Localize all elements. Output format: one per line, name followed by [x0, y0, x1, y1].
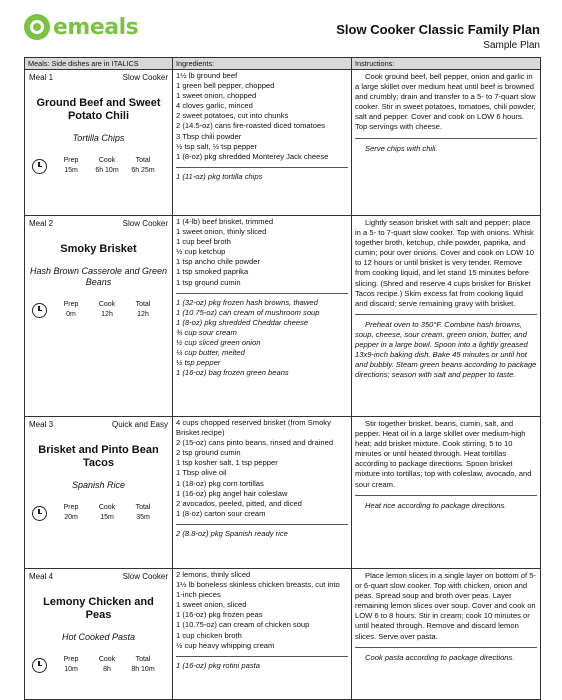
ingredient-item: 2 avocados, peeled, pitted, and diced — [176, 498, 302, 508]
instructions-cell — [352, 417, 541, 569]
side-instructions-text: Preheat oven to 350°F. Combine hash browns, soup, cheese, sour cream, green onion, butter, and pepper in a large bowl. Spoon into a lightly greased 13x9-inch baking dish. Bake 45 minutes or until hot and bubbly. Steam green beans according to package directions; season with salt and pepper to taste. — [355, 314, 537, 381]
meal-plan-table — [24, 57, 541, 700]
ingredient-item: 1 Tbsp olive oil — [176, 468, 227, 478]
ingredient-item: 1 sweet onion, chopped — [176, 91, 257, 101]
ingredient-item: 1 (4-lb) beef brisket, trimmed — [176, 217, 274, 226]
meal-category: Slow Cooker — [122, 572, 168, 581]
meal-label: Meal 4 — [29, 572, 54, 581]
page-header — [24, 10, 540, 56]
ingredient-list — [176, 217, 348, 288]
ingredient-item: ½ tsp salt, ½ tsp pepper — [176, 141, 258, 151]
ingredient-item: 1 tsp kosher salt, 1 tsp pepper — [176, 458, 278, 468]
ingredient-item: 2 (15-oz) cans pinto beans, rinsed and drained — [176, 438, 334, 448]
ingredients-cell — [173, 569, 352, 700]
side-instructions-text: Heat rice according to package directions. — [355, 495, 537, 511]
plan-title: Slow Cooker Classic Family Plan — [336, 22, 540, 37]
ingredient-list — [176, 418, 348, 519]
instructions-text: Place lemon slices in a single layer on bottom of 5- or 6-quart slow cooker. Top with chicken, onion and peas. Spread soup and broth over peas. Layer remaining lemon slices over soup. Cover and cook on LOW 6 to 8 hours. Stir in cream; cook 10 minutes or until heated through. Remove and discard lemon slices. Serve over pasta. — [355, 571, 536, 641]
ingredient-list — [176, 71, 348, 162]
time-summary — [29, 655, 168, 675]
total-time: 8h 10m — [131, 666, 155, 673]
ingredients-cell — [173, 216, 352, 417]
time-summary — [29, 156, 168, 176]
side-ingredient-item: 2 (8.8-oz) pkg Spanish ready rice — [176, 528, 288, 538]
ingredient-item: 2 lemons, thinly sliced — [176, 570, 251, 579]
meal-label: Meal 3 — [29, 420, 54, 429]
total-label: Total — [135, 656, 151, 663]
ingredient-item: 4 cloves garlic, minced — [176, 101, 253, 111]
total-label: Total — [135, 504, 151, 511]
instructions-text: Stir together brisket, beans, cumin, salt, and pepper. Heat oil in a large skillet over medium-high heat; add brisket mixture. Cook stirring, 5 to 10 minutes or until heated through. Heat tortillas according to package directions. Spoon brisket mixture into tortillas; top with coleslaw, avocado, and sour cream. — [355, 419, 532, 489]
side-ingredient-item: 1 (10.75-oz) can cream of mushroom soup — [176, 307, 320, 317]
clock-icon — [32, 303, 47, 318]
meal-name: Lemony Chicken and Peas — [43, 596, 154, 621]
instructions-text: Cook ground beef, bell pepper, onion and garlic in a large skillet over medium heat until beef is browned and crumbly; drain and transfer to a 5- to 7-quart slow cooker. Stir in sweet potatoes, tomatoes, chili powder, salt and pepper. Cover and cook on LOW 6 hours. Top servings with cheese. — [355, 72, 536, 132]
ingredient-item: 1 tsp ground cumin — [176, 277, 241, 287]
header-instructions: Instructions: — [352, 58, 541, 70]
side-dish-name: Tortilla Chips — [72, 133, 125, 143]
side-ingredient-item: 1 (8-oz) pkg shredded Cheddar cheese — [176, 317, 309, 327]
clock-icon — [32, 506, 47, 521]
ingredient-item: 1 cup beef broth — [176, 237, 231, 247]
ingredient-item: 1 sweet onion, thinly sliced — [176, 227, 267, 237]
ingredient-item: 1 (8-oz) carton sour cream — [176, 508, 266, 518]
cook-time: 8h — [103, 666, 111, 673]
logo-text: emeals — [53, 14, 139, 40]
meal-row-1 — [25, 70, 541, 216]
meal-cell — [25, 569, 173, 700]
side-ingredient-item: ½ tsp pepper — [176, 358, 221, 368]
meal-label: Meal 1 — [29, 73, 54, 82]
prep-time: 10m — [64, 666, 78, 673]
side-dish-name: Hash Brown Casserole and Green Beans — [29, 266, 168, 287]
side-dish-name: Hot Cooked Pasta — [61, 632, 136, 642]
plan-subtitle: Sample Plan — [483, 40, 540, 51]
instructions-text: Lightly season brisket with salt and pepper; place in a 5- to 7-quart slow cooker. Top with onions. Whisk together broth, ketchup, chile powder, paprika, and cumin; pour over onions. Cover and cook on LOW 10 to 12 hours or until brisket is very tender. Remove from cooking liquid, and let stand 15 minutes before slicing. (Shred and reserve 4 cups brisket for Brisket Tacos recipe.) Skim excess fat from cooking liquid and discard; serve remaining gravy with brisket. — [355, 218, 534, 308]
ingredients-cell — [173, 70, 352, 216]
side-ingredient-item: ¼ cup butter, melted — [176, 348, 245, 358]
side-ingredient-list — [176, 167, 348, 182]
meal-row-2 — [25, 216, 541, 417]
side-ingredient-list — [176, 656, 348, 671]
ingredient-item: 2 tsp ground cumin — [176, 448, 241, 458]
side-ingredient-item: 1 (32-oz) pkg frozen hash browns, thawed — [176, 297, 318, 307]
meal-name: Smoky Brisket — [60, 243, 137, 255]
ingredient-item: 1½ lb boneless skinless chicken breasts, cut into 1-inch pieces — [176, 580, 340, 600]
meal-cell — [25, 417, 173, 569]
cook-label: Cook — [98, 157, 116, 164]
side-ingredient-item: 1 (11-oz) pkg tortilla chips — [176, 171, 263, 181]
total-time: 12h — [137, 311, 149, 318]
ingredient-item: 4 cups chopped reserved brisket (from Smoky Brisket recipe) — [176, 418, 331, 438]
instructions-cell — [352, 70, 541, 216]
ingredient-item: 1 green bell pepper, chopped — [176, 81, 275, 91]
emeals-logo — [24, 14, 138, 40]
emeals-logo-icon — [24, 14, 50, 40]
header-ingredients: Ingredients: — [173, 58, 352, 70]
table-header-row — [25, 58, 541, 70]
prep-time: 20m — [64, 514, 78, 521]
meal-row-3 — [25, 417, 541, 569]
side-ingredient-item: ½ cup sliced green onion — [176, 338, 261, 348]
meal-name: Ground Beef and Sweet Potato Chili — [36, 97, 161, 122]
clock-icon — [32, 658, 47, 673]
meal-category: Slow Cooker — [122, 73, 168, 82]
prep-label: Prep — [63, 157, 79, 164]
cook-time: 12h — [101, 311, 113, 318]
prep-time: 0m — [66, 311, 76, 318]
ingredient-list — [176, 570, 348, 651]
side-dish-name: Spanish Rice — [71, 480, 126, 490]
side-ingredient-item: ¾ cup sour cream — [176, 327, 237, 337]
cook-label: Cook — [98, 301, 116, 308]
ingredient-item: 1 (16-oz) pkg angel hair coleslaw — [176, 488, 288, 498]
prep-label: Prep — [63, 301, 79, 308]
ingredient-item: 2 (14.5-oz) cans fire-roasted diced tomatoes — [176, 121, 325, 131]
time-summary — [29, 503, 168, 523]
prep-label: Prep — [63, 656, 79, 663]
side-ingredient-item: 1 (16-oz) bag frozen green beans — [176, 368, 289, 378]
ingredient-item: 1 cup chicken broth — [176, 630, 242, 640]
meal-cell — [25, 70, 173, 216]
cook-label: Cook — [98, 656, 116, 663]
cook-label: Cook — [98, 504, 116, 511]
ingredient-item: 1 sweet onion, sliced — [176, 600, 247, 610]
meal-category: Quick and Easy — [111, 420, 168, 429]
side-ingredient-list — [176, 293, 348, 379]
meal-category: Slow Cooker — [122, 219, 168, 228]
ingredient-item: 1 tsp smoked paprika — [176, 267, 249, 277]
header-meals: Meals: Side dishes are in ITALICS — [25, 58, 173, 70]
prep-label: Prep — [63, 504, 79, 511]
ingredient-item: 1 tsp ancho chile powder — [176, 257, 261, 267]
side-ingredient-item: 1 (16-oz) pkg rotini pasta — [176, 660, 260, 670]
side-instructions-text: Serve chips with chili. — [355, 138, 537, 154]
meal-label: Meal 2 — [29, 219, 54, 228]
total-time: 35m — [136, 514, 150, 521]
ingredient-item: 3 Tbsp chili powder — [176, 131, 242, 141]
ingredient-item: ½ cup heavy whipping cream — [176, 640, 275, 650]
total-time: 6h 25m — [131, 167, 155, 174]
side-instructions-text: Cook pasta according to package directions. — [355, 647, 537, 663]
side-ingredient-list — [176, 524, 348, 539]
ingredient-item: 1 (18-oz) pkg corn tortillas — [176, 478, 264, 488]
cook-time: 15m — [100, 514, 114, 521]
total-label: Total — [135, 157, 151, 164]
meal-cell — [25, 216, 173, 417]
ingredient-item: 1 (8-oz) pkg shredded Monterey Jack cheese — [176, 151, 329, 161]
clock-icon — [32, 159, 47, 174]
cook-time: 6h 10m — [95, 167, 119, 174]
prep-time: 15m — [64, 167, 78, 174]
instructions-cell — [352, 569, 541, 700]
meal-row-4 — [25, 569, 541, 700]
ingredient-item: 1 (16-oz) pkg frozen peas — [176, 610, 263, 620]
ingredients-cell — [173, 417, 352, 569]
time-summary — [29, 300, 168, 320]
instructions-cell — [352, 216, 541, 417]
meal-name: Brisket and Pinto Bean Tacos — [38, 444, 159, 469]
ingredient-item: 1 (10.75-oz) can cream of chicken soup — [176, 620, 310, 630]
ingredient-item: ½ cup ketchup — [176, 247, 226, 257]
ingredient-item: 2 sweet potatoes, cut into chunks — [176, 111, 289, 121]
total-label: Total — [135, 301, 151, 308]
ingredient-item: 1½ lb ground beef — [176, 71, 238, 80]
